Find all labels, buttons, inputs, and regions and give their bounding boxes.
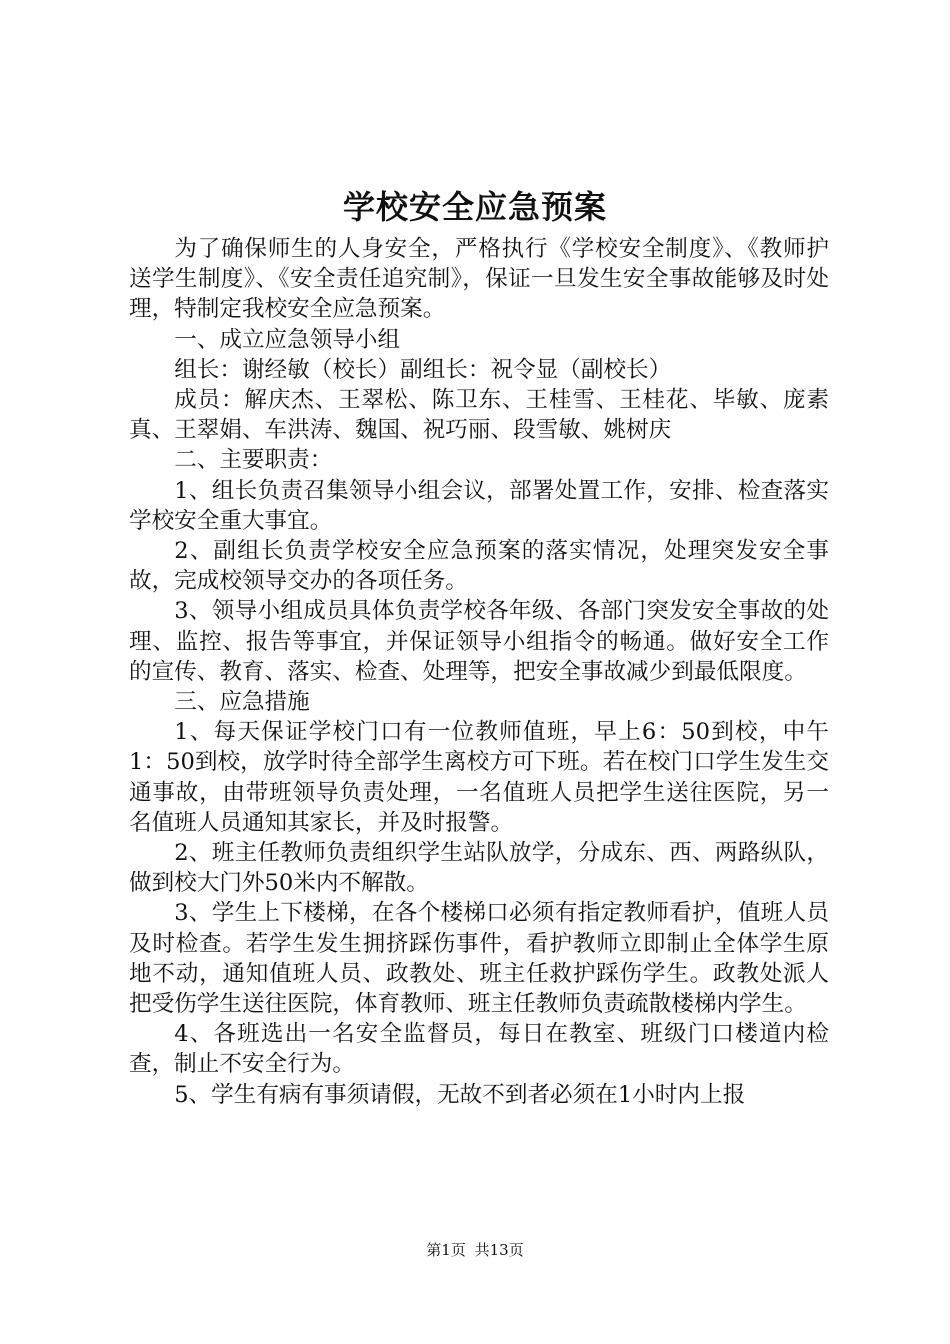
paragraph-duty-2: 2、副组长负责学校安全应急预案的落实情况，处理突发安全事故，完成校领导交办的各项任务。 <box>129 538 829 595</box>
paragraph-measure-5: 5、学生有病有事须请假，无故不到者必须在1小时内上报 <box>174 1081 746 1108</box>
paragraph-measure-1: 1、每天保证学校门口有一位教师值班，早上6：50到校，中午1：50到校，放学时待全部学生离校方可下班。若在校门口学生发生交通事故，由带班领导负责处理，一名值班人员把学生送往医院，另一名值班人员通知其家长，并及时报警。 <box>129 719 829 836</box>
section-heading-2: 二、主要职责： <box>174 447 333 474</box>
paragraph-intro: 为了确保师生的人身安全，严格执行《学校安全制度》、《教师护送学生制度》、《安全责任追究制》，保证一旦发生安全事故能够及时处理，特制定我校安全应急预案。 <box>129 236 829 323</box>
paragraph-leaders: 组长：谢经敏（校长）副组长：祝令显（副校长） <box>174 356 672 383</box>
document-title: 学校安全应急预案 <box>342 188 607 226</box>
paragraph-duty-1: 1、组长负责召集领导小组会议，部署处置工作，安排、检查落实学校安全重大事宜。 <box>129 477 829 534</box>
paragraph-measure-3: 3、学生上下楼梯，在各个楼梯口必须有指定教师看护，值班人员及时检查。若学生发生拥挤踩伤事件，看护教师立即制止全体学生原地不动，通知值班人员、政教处、班主任救护踩伤学生。政教处派人把受伤学生送往医院，体育教师、班主任教师负责疏散楼梯内学生。 <box>129 900 829 1018</box>
section-heading-3: 三、应急措施 <box>174 689 310 716</box>
page-footer <box>0 1238 950 1262</box>
paragraph-members: 成员：解庆杰、王翠松、陈卫东、王桂雪、王桂花、毕敏、庞素真、王翠娟、车洪涛、魏国、祝巧丽、段雪敏、姚树庆 <box>129 387 829 444</box>
paragraph-measure-2: 2、班主任教师负责组织学生站队放学，分成东、西、两路纵队，做到校大门外50米内不解散。 <box>129 840 829 897</box>
paragraph-duty-3: 3、领导小组成员具体负责学校各年级、各部门突发安全事故的处理、监控、报告等事宜，并保证领导小组指令的畅通。做好安全工作的宣传、教育、落实、检查、处理等，把安全事故减少到最低限度。 <box>129 598 829 685</box>
page-number-current: 第1页 <box>426 1241 466 1259</box>
section-heading-1: 一、成立应急领导小组 <box>174 326 401 353</box>
page-number-total: 共13页 <box>474 1241 524 1259</box>
document-body <box>129 234 829 1110</box>
paragraph-measure-4: 4、各班选出一名安全监督员，每日在教室、班级门口楼道内检查，制止不安全行为。 <box>129 1021 829 1078</box>
